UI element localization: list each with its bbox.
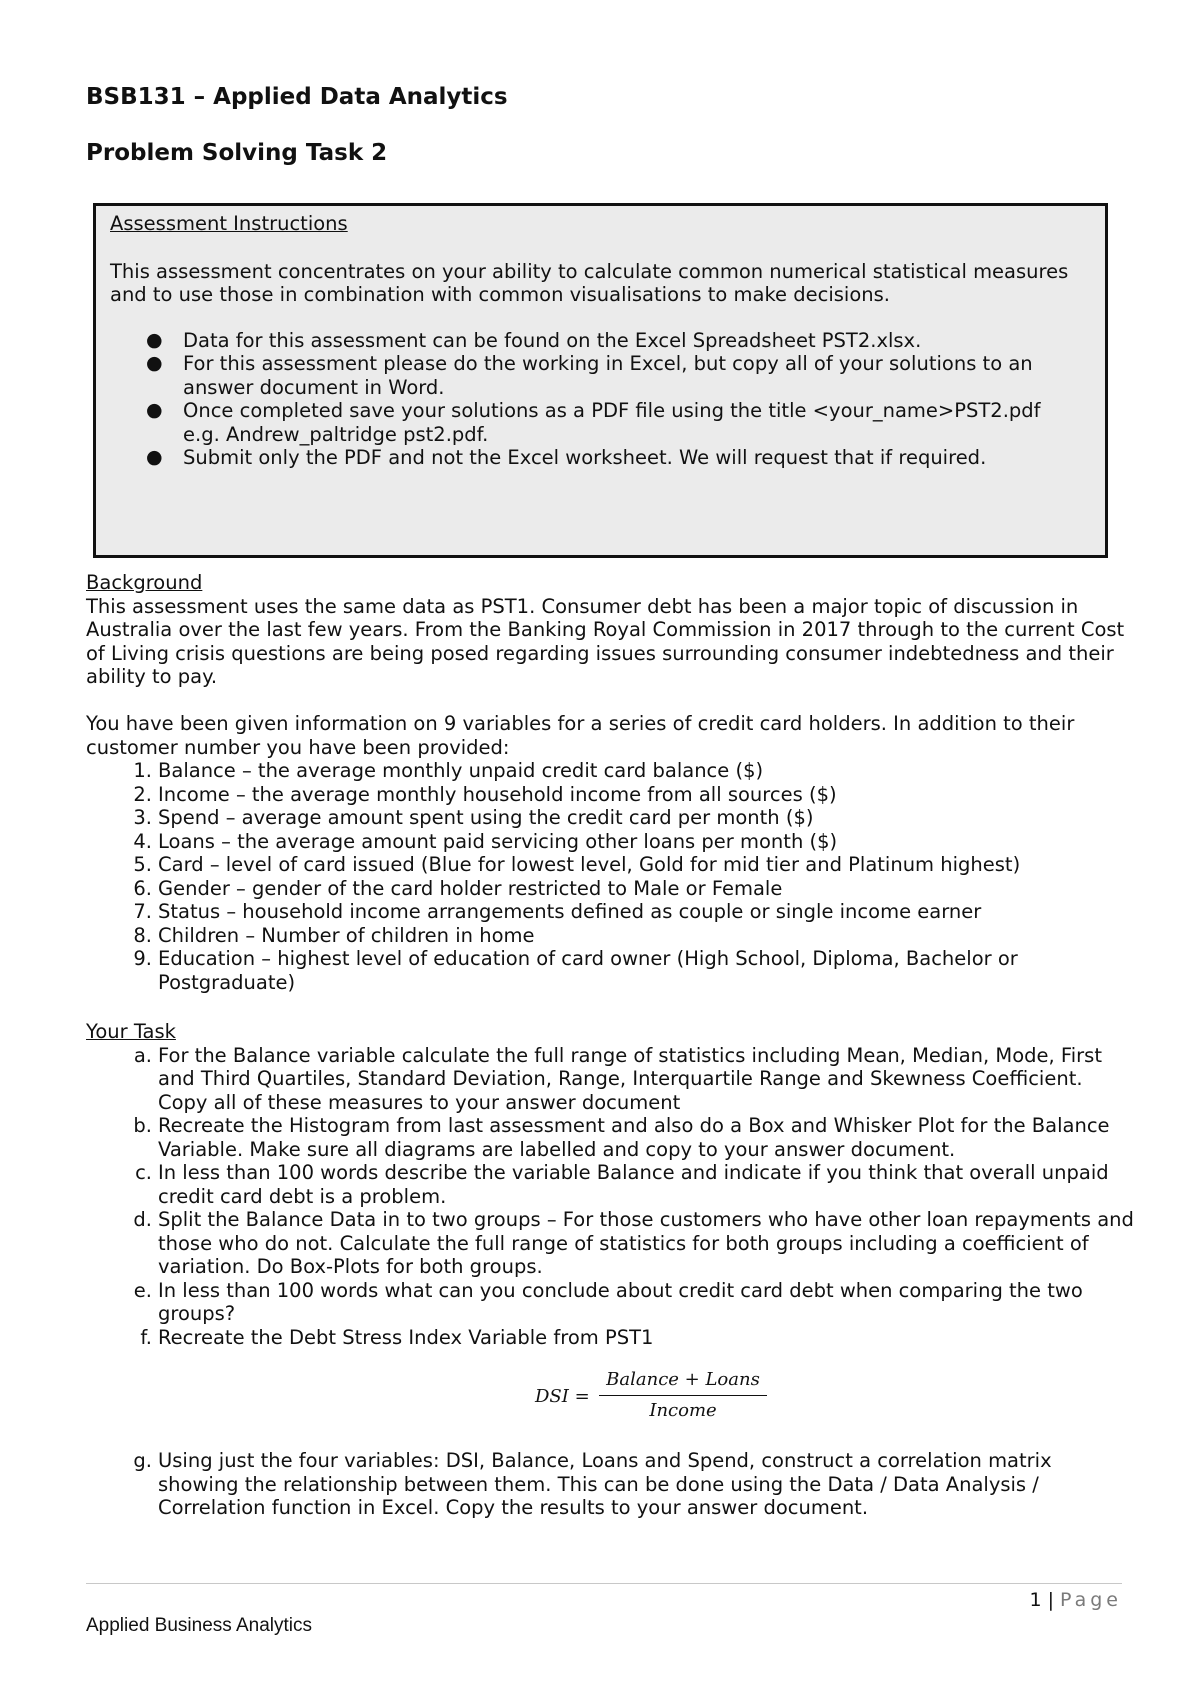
bullet-icon: ●: [146, 399, 163, 421]
variable-item: 6. Gender – gender of the card holder restricted to Male or Female: [133, 876, 783, 900]
footer-divider: [86, 1583, 1122, 1584]
instruction-bullet: ● Submit only the PDF and not the Excel worksheet. We will request that if required.: [146, 446, 987, 469]
task-item: d. Split the Balance Data in to two groups – For those customers who have other loan repayments and those who do not. Calculate the full range of statistics for both groups including a coefficient of variation. Do Box-Plots for both groups.: [133, 1208, 1134, 1278]
variable-item: 1. Balance – the average monthly unpaid credit card balance ($): [133, 759, 764, 782]
formula-fraction: [599, 1369, 767, 1421]
page-number: [1030, 1589, 1123, 1611]
formula-numerator: Balance + Loans: [599, 1369, 767, 1396]
task-item: e. In less than 100 words what can you conclude about credit card debt when comparing the two groups?: [133, 1278, 1083, 1325]
page-number-value: 1: [1029, 1589, 1042, 1611]
variable-item: 8. Children – Number of children in home: [133, 923, 535, 947]
task-section-continued: [86, 1449, 1126, 1520]
instructions-intro: This assessment concentrates on your ability to calculate common numerical statistical measures and to use those in combination with common visualisations to make decisions.: [110, 259, 1069, 306]
formula-lhs: DSI =: [535, 1386, 590, 1407]
footer-running-title: Applied Business Analytics: [86, 1615, 313, 1636]
bullet-icon: ●: [146, 352, 163, 374]
task-list-continued: [86, 1449, 1126, 1520]
variable-item: 4. Loans – the average amount paid servicing other loans per month ($): [133, 829, 838, 853]
task-item: c. In less than 100 words describe the variable Balance and indicate if you think that overall unpaid credit card debt is a problem.: [135, 1161, 1109, 1208]
background-paragraph-2: You have been given information on 9 variables for a series of credit card holders. In addition to their customer number you have been provided:: [86, 712, 1075, 759]
variable-item: 3. Spend – average amount spent using the credit card per month ($): [133, 806, 814, 829]
variable-item: 2. Income – the average monthly household income from all sources ($): [133, 782, 837, 806]
background-section: [86, 571, 1126, 994]
task-item: g. Using just the four variables: DSI, Balance, Loans and Spend, construct a correlation matrix showing the relationship between them. This can be done using the Data / Data Analysis / Correlation function in Excel. Copy the results to your answer document.: [133, 1449, 1052, 1519]
bullet-icon: ●: [146, 446, 163, 468]
course-title: BSB131 – Applied Data Analytics: [86, 84, 508, 110]
task-list: [86, 1043, 1134, 1350]
variables-list: [86, 759, 1126, 994]
variable-item: 9. Education – highest level of education of card owner (High School, Diploma, Bachelor or Postgraduate): [133, 947, 1018, 994]
task-section: [86, 1020, 1134, 1349]
bullet-icon: ●: [146, 328, 163, 351]
task-heading: Your Task: [86, 1020, 176, 1043]
task-item: a. For the Balance variable calculate the full range of statistics including Mean, Median, Mode, First and Third Quartiles, Standard Deviation, Range, Interquartile Range and Skewness Coefficient. Copy all of these measures to your answer document: [133, 1043, 1102, 1114]
instruction-bullet: ● Data for this assessment can be found on the Excel Spreadsheet PST2.xlsx.: [146, 328, 922, 352]
task-item: b. Recreate the Histogram from last assessment and also do a Box and Whisker Plot for the Balance Variable. Make sure all diagrams are labelled and copy to your answer document.: [133, 1114, 1110, 1161]
assessment-instructions-box: [93, 203, 1108, 558]
background-heading: Background: [86, 571, 203, 594]
task-item: f. Recreate the Debt Stress Index Variable from PST1: [140, 1325, 654, 1349]
background-paragraph-1: This assessment uses the same data as PST1. Consumer debt has been a major topic of discussion in Australia over the last few years. From the Banking Royal Commission in 2017 through to the current Cost of Living crisis questions are being posed regarding issues surrounding consumer indebtedness and their ability to pay.: [86, 594, 1125, 688]
page-number-separator: |: [1047, 1589, 1054, 1611]
page-label: Page: [1060, 1589, 1122, 1611]
variable-item: 5. Card – level of card issued (Blue for lowest level, Gold for mid tier and Platinum highest): [133, 853, 1021, 876]
instruction-bullet: ● Once completed save your solutions as a PDF file using the title <your_name>PST2.pdf e.g. Andrew_paltridge pst2.pdf.: [146, 399, 1041, 446]
instruction-bullet: ● For this assessment please do the working in Excel, but copy all of your solutions to an answer document in Word.: [146, 352, 1033, 399]
instructions-bullet-list: [110, 329, 1105, 470]
instructions-heading: Assessment Instructions: [110, 212, 348, 235]
task-title: Problem Solving Task 2: [86, 140, 388, 166]
variable-item: 7. Status – household income arrangements defined as couple or single income earner: [133, 900, 982, 923]
formula-denominator: Income: [649, 1400, 717, 1421]
